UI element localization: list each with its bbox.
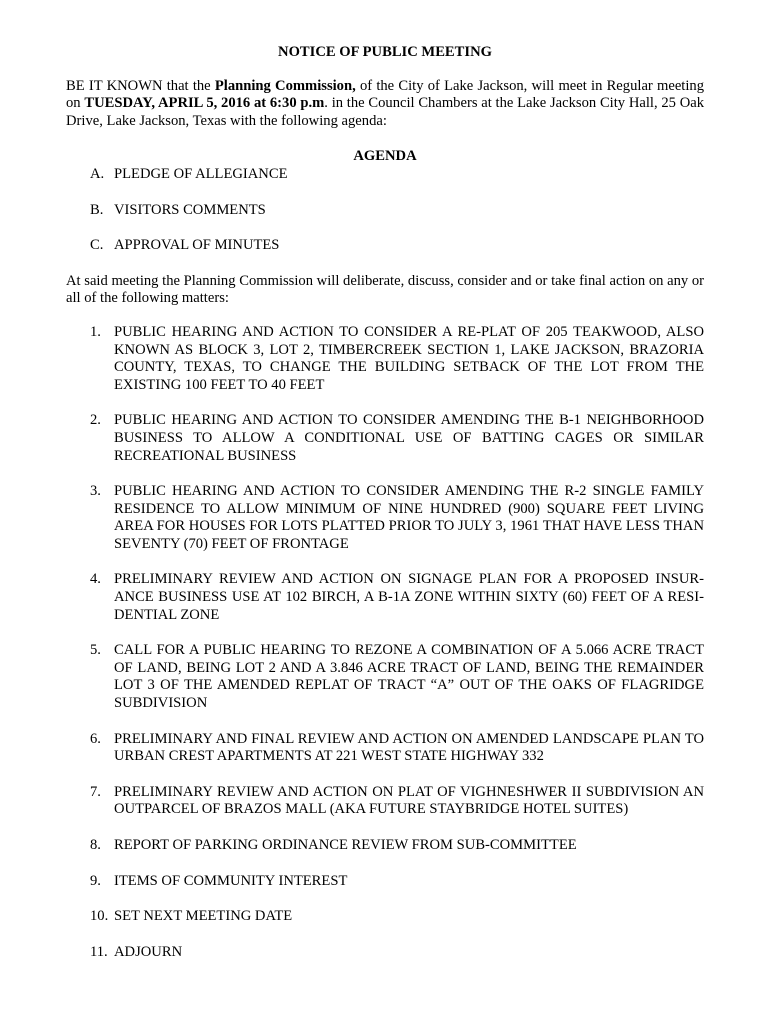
opening-item xyxy=(66,166,704,184)
item-text: PUBLIC HEARING AND ACTION TO CONSIDER AMENDING THE B-1 NEIGHBORHOOD BUSINESS TO ALLOW A CONDITIONAL USE OF BATTING CAGES OR SIMILAR RECREATIONAL BUSINESS xyxy=(114,412,704,464)
intro-meeting-date: TUESDAY, APRIL 5, 2016 at 6:30 p.m xyxy=(84,95,325,112)
item-marker: 2. xyxy=(90,412,101,429)
matter-item xyxy=(66,908,704,926)
item-text: CALL FOR A PUBLIC HEARING TO REZONE A COMBINATION OF A 5.066 ACRE TRACT OF LAND, BEING LOT 2 AND A 3.846 ACRE TRACT OF LAND, BEING THE REMAINDER LOT 3 OF THE AMENDED REPLAT OF TRACT “A” OUT OF THE OAKS OF FLAGRIDGE SUBDIVISION xyxy=(114,642,704,712)
matters-intro-paragraph: At said meeting the Planning Commission will deliberate, discuss, consider and or take final action on any or all of the following matters: xyxy=(66,272,704,307)
item-marker: 1. xyxy=(90,323,101,340)
item-text: ITEMS OF COMMUNITY INTEREST xyxy=(114,872,348,889)
item-marker: 7. xyxy=(90,783,101,800)
intro-text-1: BE IT KNOWN that the xyxy=(66,77,215,94)
document-title: NOTICE OF PUBLIC MEETING xyxy=(278,44,492,60)
matter-item xyxy=(66,483,704,553)
agenda-heading: AGENDA xyxy=(353,148,417,165)
matter-item xyxy=(66,324,704,394)
matter-item xyxy=(66,784,704,819)
item-marker: 8. xyxy=(90,837,101,853)
item-marker: 6. xyxy=(90,730,101,747)
matter-item xyxy=(66,571,704,624)
matter-item xyxy=(66,873,704,891)
item-text: PRELIMINARY REVIEW AND ACTION ON PLAT OF VIGHNESHWER II SUBDIVISION AN OUTPARCEL OF BRAZOS MALL (AKA FUTURE STAYBRIDGE HOTEL SUITES) xyxy=(114,783,704,818)
item-text: SET NEXT MEETING DATE xyxy=(114,908,293,925)
matter-item xyxy=(66,642,704,712)
item-marker: 11. xyxy=(90,943,108,960)
item-marker: 9. xyxy=(90,872,101,889)
opening-item xyxy=(66,237,704,255)
item-text: VISITORS COMMENTS xyxy=(114,201,266,218)
item-text: PLEDGE OF ALLEGIANCE xyxy=(114,165,288,182)
matter-item xyxy=(66,944,704,962)
intro-text-2: of the City of Lake Jackson, will meet in Regular meeting on xyxy=(66,77,704,112)
item-marker: 3. xyxy=(90,483,101,500)
intro-commission-name: Planning Commission, xyxy=(214,77,356,94)
item-text: PUBLIC HEARING AND ACTION TO CONSIDER AMENDING THE R-2 SINGLE FAMILY RESIDENCE TO ALLOW MINIMUM OF NINE HUNDRED (900) SQUARE FEET LIVING AREA FOR HOUSES FOR LOTS PLATTED PRIOR TO JULY 3, 1961 THAT HAVE LESS THAN SEVENTY (70) FEET OF FRONTAGE xyxy=(114,483,704,552)
item-marker: C. xyxy=(90,237,104,254)
opening-items-list xyxy=(66,166,704,255)
intro-text-3: . in the Council Chambers at the Lake Jackson City Hall, 25 Oak Drive, Lake Jackson, Texas with the following agenda: xyxy=(66,95,705,129)
item-marker: B. xyxy=(90,201,104,218)
item-marker: A. xyxy=(90,165,105,182)
item-text: PRELIMINARY AND FINAL REVIEW AND ACTION ON AMENDED LANDSCAPE PLAN TO URBAN CREST APARTMENTS AT 221 WEST STATE HIGHWAY 332 xyxy=(114,730,704,765)
matter-item xyxy=(66,731,704,766)
intro-paragraph xyxy=(66,78,704,131)
matters-list xyxy=(66,324,704,961)
item-text: REPORT OF PARKING ORDINANCE REVIEW FROM SUB-COMMITTEE xyxy=(114,837,577,853)
item-text: ADJOURN xyxy=(114,943,183,960)
matter-item xyxy=(66,412,704,465)
matter-item xyxy=(66,837,704,855)
item-marker: 5. xyxy=(90,642,101,659)
item-marker: 4. xyxy=(90,571,101,588)
item-text: APPROVAL OF MINUTES xyxy=(114,237,280,254)
opening-item xyxy=(66,202,704,220)
item-text: PUBLIC HEARING AND ACTION TO CONSIDER A RE-PLAT OF 205 TEAKWOOD, ALSO KNOWN AS BLOCK 3, LOT 2, TIMBERCREEK SECTION 1, LAKE JACKSON, BRAZORIA COUNTY, TEXAS, TO CHANGE THE BUILDING SETBACK OF THE LOT FROM THE EXISTING 100 FEET TO 40 FEET xyxy=(114,323,704,393)
item-text: PRELIMINARY REVIEW AND ACTION ON SIGNAGE PLAN FOR A PROPOSED INSUR-ANCE BUSINESS USE AT 102 BIRCH, A B-1A ZONE WITHIN SIXTY (60) FEET OF A RESI-DENTIAL ZONE xyxy=(114,571,704,623)
item-marker: 10. xyxy=(90,908,109,925)
